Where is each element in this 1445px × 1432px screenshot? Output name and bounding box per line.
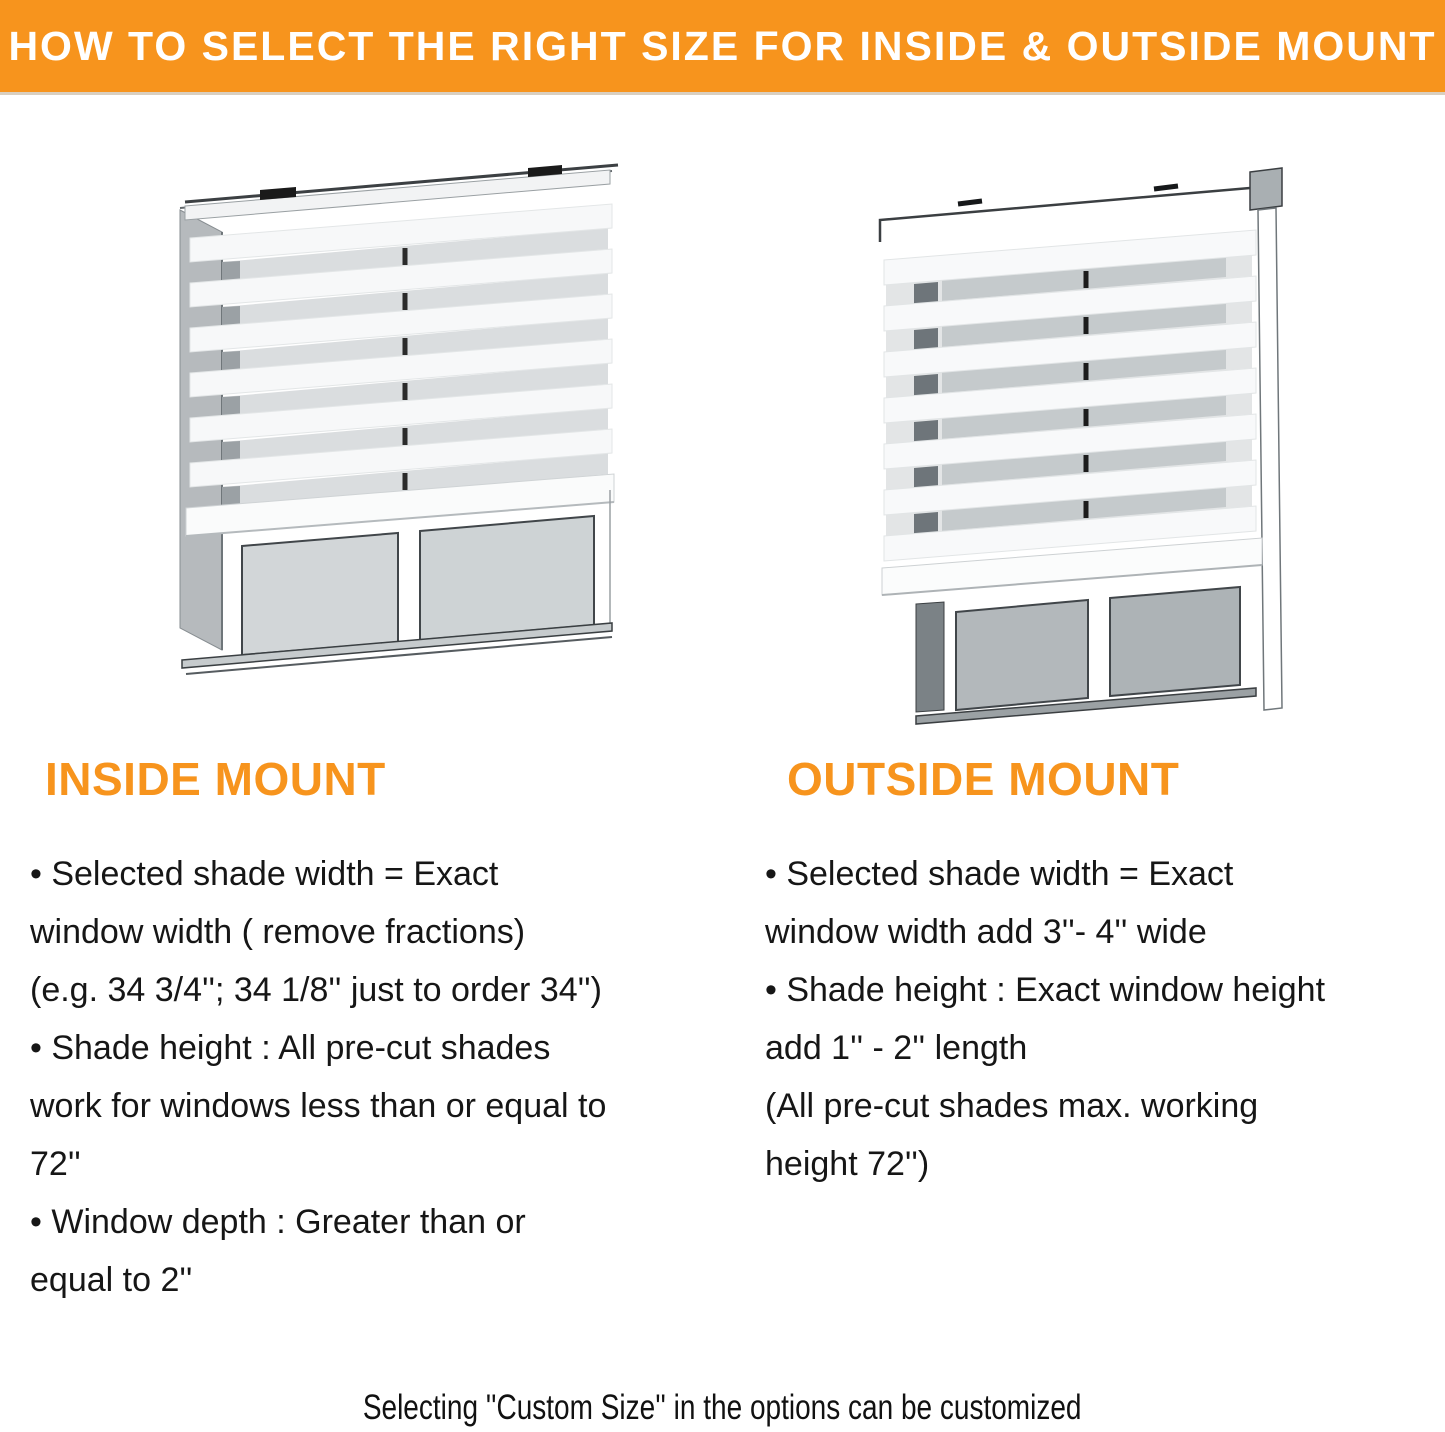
- spec-line: (e.g. 34 3/4''; 34 1/8'' just to order 34''): [30, 971, 602, 1009]
- spec-line: work for windows less than or equal to: [30, 1087, 607, 1125]
- inside-mount-window-diagram: [160, 150, 620, 710]
- custom-size-note: [0, 1388, 1445, 1428]
- spec-line: height 72''): [765, 1145, 930, 1183]
- banner-title: HOW TO SELECT THE RIGHT SIZE FOR INSIDE & OUTSIDE MOUNT: [8, 22, 1437, 69]
- spec-line: equal to 2'': [30, 1261, 193, 1299]
- spec-line: add 1'' - 2'' length: [765, 1029, 1028, 1067]
- spec-line: window width ( remove fractions): [30, 913, 526, 951]
- window-left-jamb: [916, 602, 944, 712]
- outside-mount-heading: OUTSIDE MOUNT: [787, 753, 1180, 805]
- outside-mount-illustration: [858, 148, 1288, 748]
- mount-bracket: [1250, 168, 1282, 210]
- spec-line: • Window depth : Greater than or: [30, 1203, 526, 1241]
- spec-line: • Selected shade width = Exact: [765, 855, 1234, 893]
- spec-line: • Shade height : All pre-cut shades: [30, 1029, 551, 1067]
- inside-mount-heading: INSIDE MOUNT: [45, 753, 386, 805]
- ceiling-mount-line: [880, 186, 1250, 242]
- spec-line: • Selected shade width = Exact: [30, 855, 499, 893]
- outside-mount-specs: [765, 845, 1445, 1193]
- spec-line: window width add 3''- 4'' wide: [765, 913, 1207, 951]
- inside-mount-specs: [30, 845, 710, 1309]
- spec-line: (All pre-cut shades max. working: [765, 1087, 1259, 1125]
- custom-size-note-text: Selecting ''Custom Size'' in the options can be customized: [363, 1388, 1082, 1427]
- spec-line: • Shade height : Exact window height: [765, 971, 1326, 1009]
- spec-line: 72'': [30, 1145, 81, 1183]
- banner: [0, 0, 1445, 95]
- window-side-trim: [1258, 208, 1282, 710]
- inside-mount-illustration: [160, 150, 620, 710]
- outside-mount-window-diagram: [858, 148, 1288, 748]
